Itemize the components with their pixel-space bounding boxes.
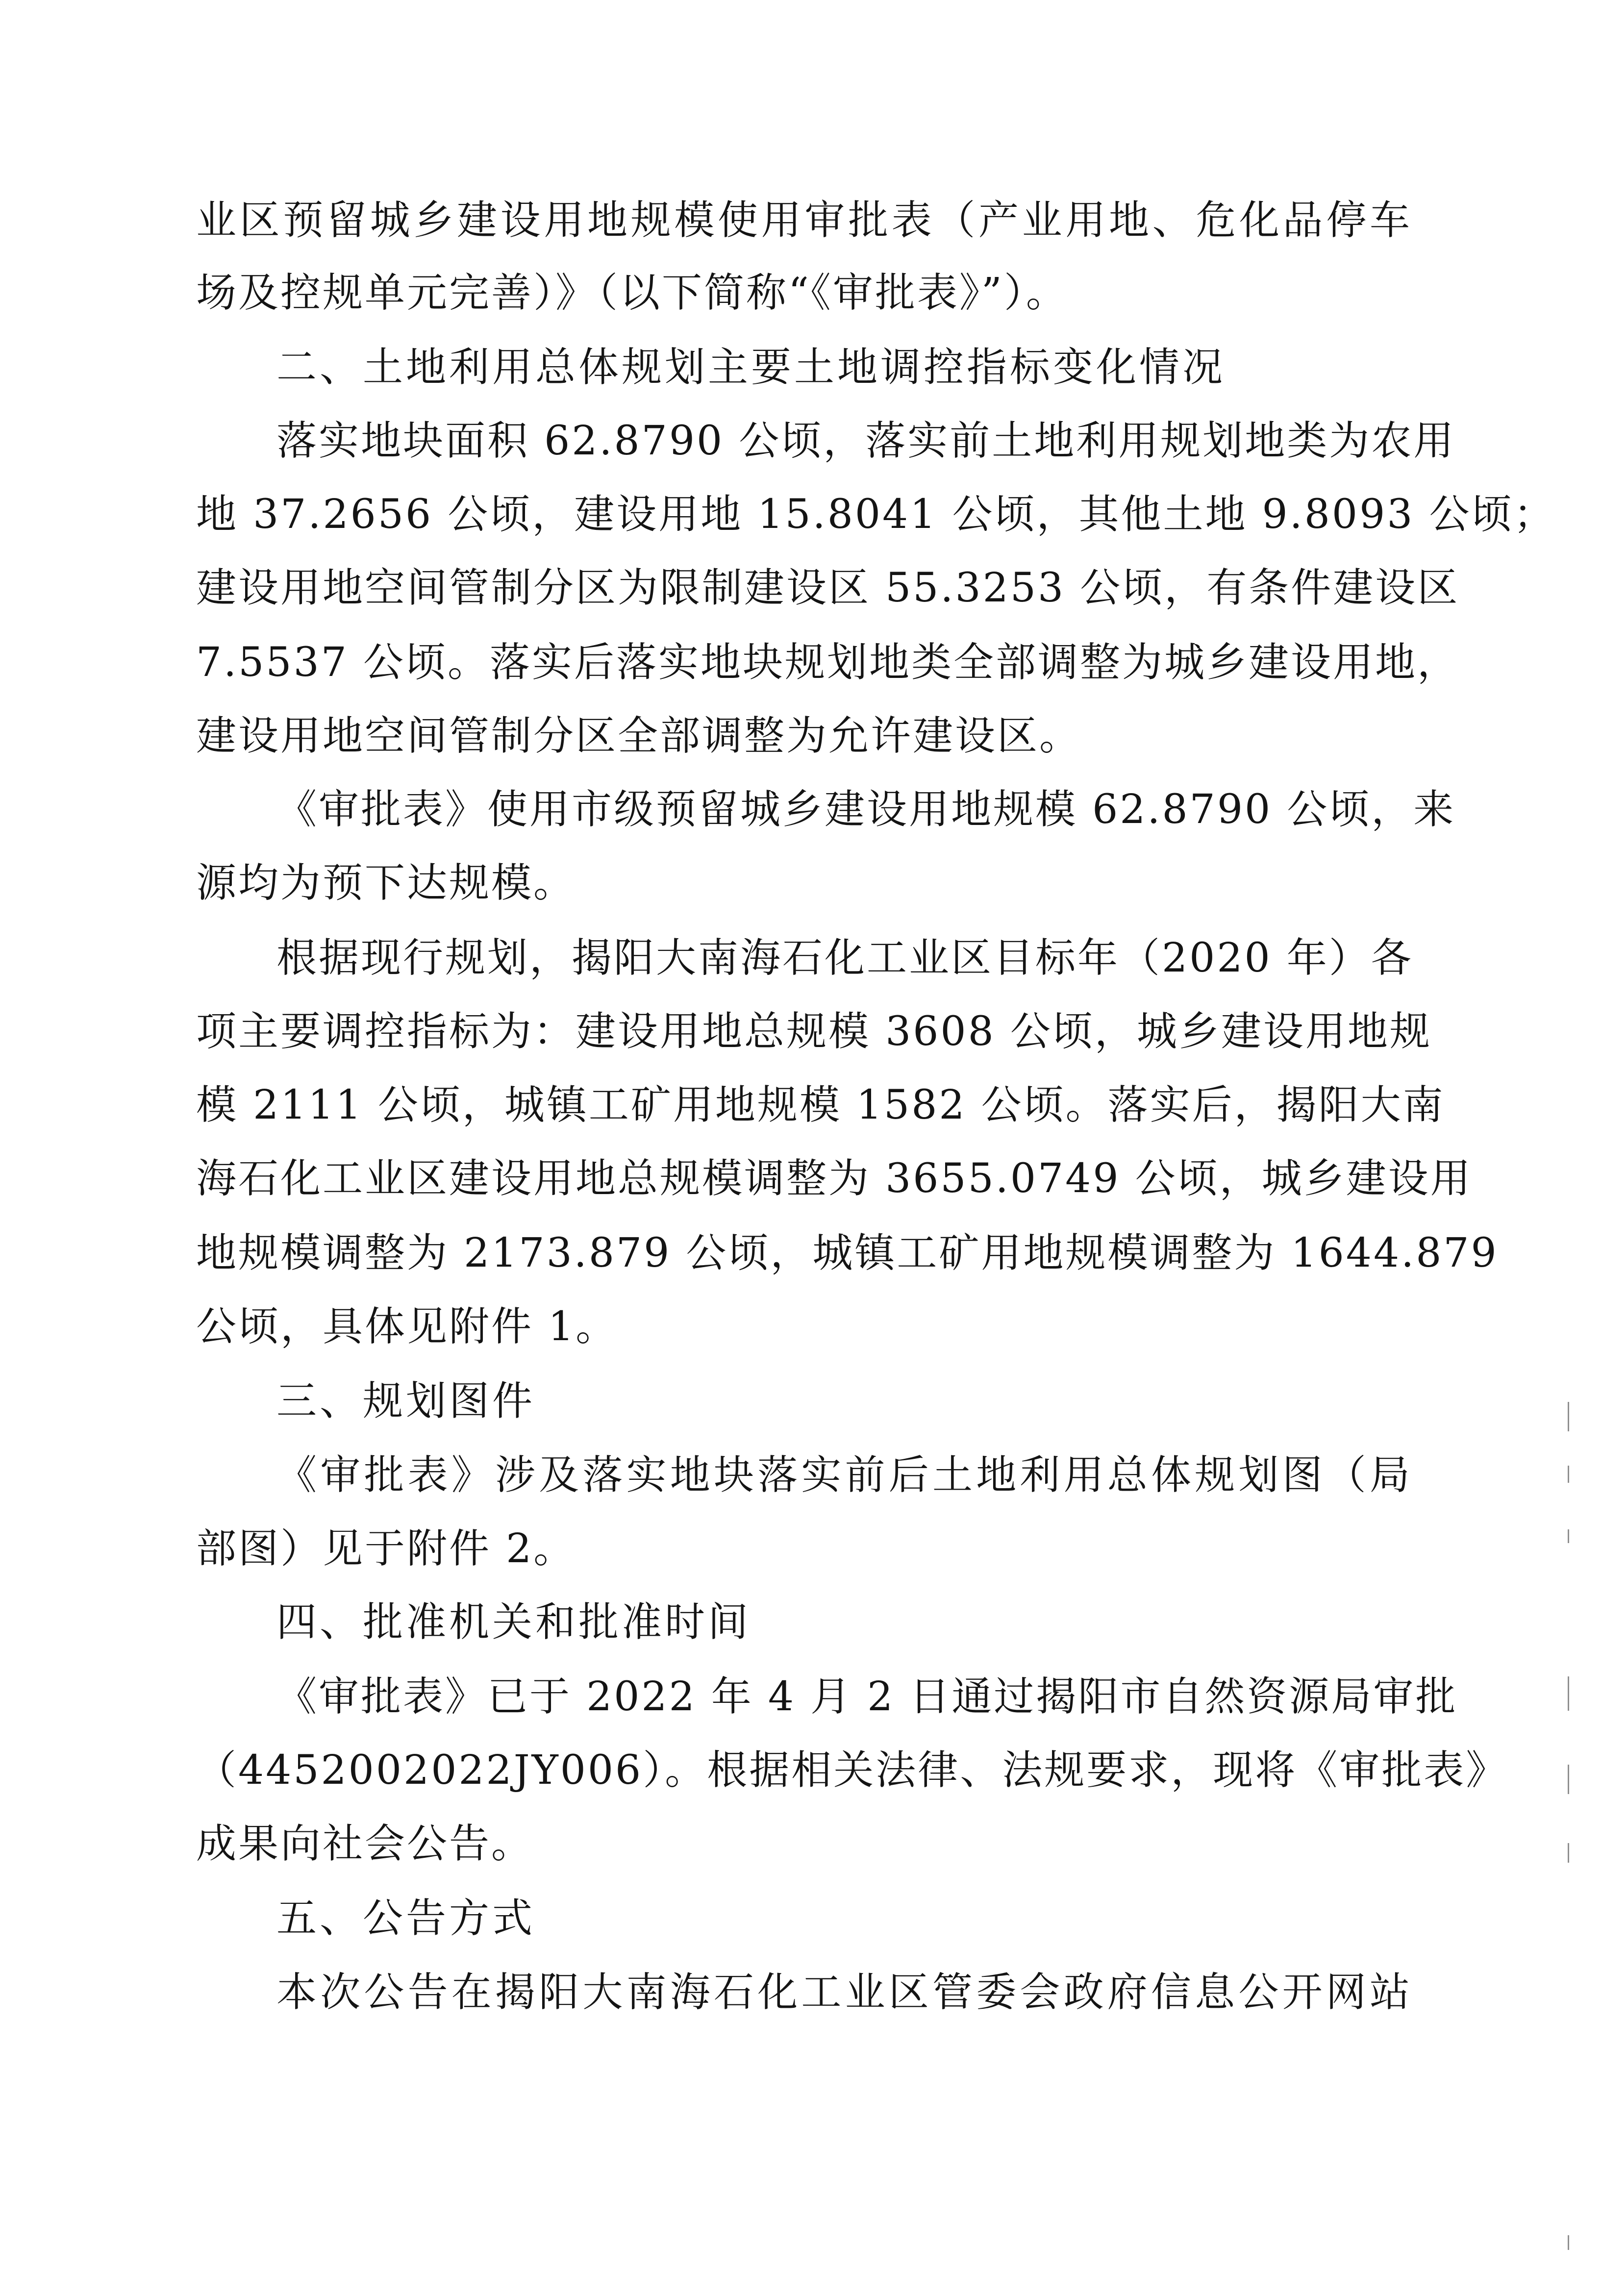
paragraph-line: 根据现行规划，揭阳大南海石化工业区目标年（2020 年）各	[276, 935, 1413, 981]
paragraph-line: 成果向社会公告。	[196, 1821, 534, 1867]
paragraph-line: 场及控规单元完善）》（以下简称“《审批表》”）。	[196, 270, 1068, 316]
paragraph-line: 本次公告在揭阳大南海石化工业区管委会政府信息公开网站	[276, 1969, 1412, 2016]
section-heading: 四、批准机关和批准时间	[276, 1599, 751, 1646]
paragraph-line: 地规模调整为 2173.879 公顷，城镇工矿用地规模调整为 1644.879	[196, 1230, 1499, 1276]
paragraph-line: 项主要调控指标为：建设用地总规模 3608 公顷，城乡建设用地规	[196, 1008, 1432, 1055]
section-heading: 三、规划图件	[276, 1378, 536, 1424]
paragraph-line: 《审批表》已于 2022 年 4 月 2 日通过揭阳市自然资源局审批	[276, 1673, 1458, 1720]
scan-edge-mark	[1568, 2235, 1569, 2250]
paragraph-line: 7.5537 公顷。落实后落实地块规划地类全部调整为城乡建设用地，	[196, 639, 1459, 686]
paragraph-line: 海石化工业区建设用地总规模调整为 3655.0749 公顷，城乡建设用	[196, 1155, 1473, 1202]
scan-edge-mark	[1568, 1765, 1569, 1794]
section-heading: 二、土地利用总体规划主要土地调控指标变化情况	[276, 344, 1226, 391]
scan-edge-mark	[1568, 1843, 1569, 1863]
paragraph-line: 建设用地空间管制分区全部调整为允许建设区。	[196, 713, 1082, 759]
scan-edge-mark	[1568, 1676, 1569, 1711]
paragraph-line: 模 2111 公顷，城镇工矿用地规模 1582 公顷。落实后，揭阳大南	[196, 1082, 1445, 1128]
paragraph-line: （4452002022JY006）。根据相关法律、法规要求，现将《审批表》	[196, 1747, 1508, 1794]
paragraph-line: 建设用地空间管制分区为限制建设区 55.3253 公顷，有条件建设区	[196, 565, 1460, 611]
scan-edge-mark	[1568, 1466, 1569, 1483]
scan-edge-mark	[1568, 1529, 1569, 1543]
paragraph-line: 公顷，具体见附件 1。	[196, 1303, 618, 1350]
paragraph-line: 源均为预下达规模。	[196, 860, 576, 906]
paragraph-line: 业区预留城乡建设用地规模使用审批表（产业用地、危化品停车	[196, 197, 1412, 244]
section-heading: 五、公告方式	[276, 1895, 536, 1942]
paragraph-line: 部图）见于附件 2。	[196, 1525, 576, 1572]
paragraph-line: 《审批表》涉及落实地块落实前后土地利用总体规划图（局	[276, 1452, 1412, 1498]
scan-edge-mark	[1568, 1402, 1569, 1431]
paragraph-line: 《审批表》使用市级预留城乡建设用地规模 62.8790 公顷，来	[276, 786, 1456, 833]
paragraph-line: 落实地块面积 62.8790 公顷，落实前土地利用规划地类为农用	[276, 418, 1456, 464]
paragraph-line: 地 37.2656 公顷，建设用地 15.8041 公顷，其他土地 9.8093 公顷；	[196, 491, 1556, 538]
